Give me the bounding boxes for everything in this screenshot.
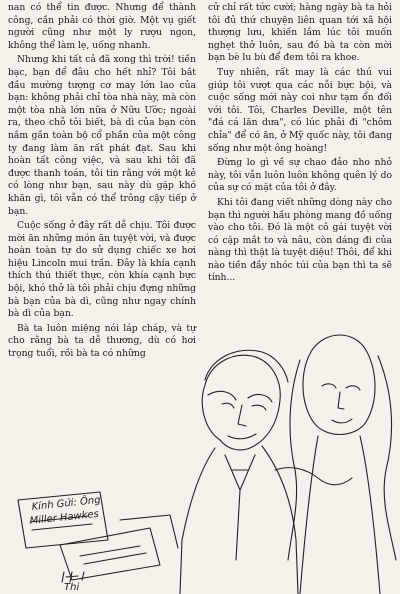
letter-lines xyxy=(30,516,92,530)
letter-paper xyxy=(18,492,108,548)
woman-head xyxy=(303,335,375,435)
letter-lines xyxy=(80,546,146,564)
woman-eyes xyxy=(322,384,360,390)
woman-body xyxy=(300,436,380,594)
man-collar xyxy=(225,455,255,490)
artist-signature: Thi xyxy=(64,582,80,593)
woman-lips xyxy=(332,419,352,423)
paragraph: Tuy nhiên, rất may là các thú vui giúp tôi vượt qua các nỗi bực bội, và cuộc sống mới này coi như tạm ổn đối với tôi. Tôi, Charles Deville, một tên "đá cá lăn dưa", có lúc phải đi "chôm chỉa" để có ăn, ở Mỹ quốc này, tôi đang sống như một ông hoàng! xyxy=(208,66,392,154)
paragraph: Bà ta luôn miệng nói láp cháp, và tự cho rằng bà ta dễ thương, dù có hơi trọng tuổi, rồi bà ta có những xyxy=(8,322,196,360)
man-body xyxy=(180,446,298,594)
man-tie xyxy=(232,470,248,560)
man-nose xyxy=(238,405,246,426)
note-line-2: Miller Hawkes xyxy=(29,508,100,527)
paragraph: Cuộc sống ở đây rất dễ chịu. Tôi được mời ăn những món ăn tuyệt vời, và được hoàn toàn tự do sử dụng chiếc xe hơi hiệu Lincoln mui trần. Đây là khía cạnh thích thú thiết thực, còn khía cạnh bực bội, khó thở là tôi phải chịu đựng những bà bạn của bà dì, cũng như ngay chính bà dì của bạn. xyxy=(8,220,196,320)
paragraph: cử chỉ rất tức cười; hàng ngày bà ta hỏi tôi đủ thứ chuyện liên quan tới xã hội thượng lưu, khiến lắm lúc tôi muốn nghẹt thở luôn, sau đó bà ta còn mời bạn bè lu bù để đem tôi ra khoe. xyxy=(208,2,392,64)
man-hair xyxy=(205,350,288,382)
paragraph: Đừng lo gì về sự chao đảo nho nhỏ này, tôi vẫn luôn luôn không quên lý do của sự có mặt của tôi ở đây. xyxy=(208,157,392,194)
paragraph: Khi tôi đang viết những dòng này cho bạn thì người hầu phòng mang đồ uống vào cho tôi. Đó là một cô gái tuyệt vời có cặp mắt to và nâu, còn dáng đi của nàng thì thật là tuyệt diệu! Thôi, để khi nào tiền đầy nhóc túi của bạn thì ta sẽ tính... xyxy=(208,196,392,284)
woman-hair xyxy=(288,356,396,560)
man-mouth xyxy=(228,434,256,439)
left-text-column xyxy=(8,2,196,363)
note-line-1: Kính Gửi: Ông xyxy=(31,494,102,513)
signature-mark xyxy=(62,572,84,582)
man-head xyxy=(202,355,280,450)
woman-arm xyxy=(275,468,352,485)
man-eyes xyxy=(222,403,266,410)
woman-nose xyxy=(338,392,344,409)
letter-paper xyxy=(60,528,160,580)
right-text-column xyxy=(208,2,392,287)
paragraph: Nhưng khi tất cả đã xong thì trời! tiền bạc, bạn để đâu cho hết nhỉ? Tôi bắt đầu mường tượng cơ may lớn lao của bạn: không phải chỉ tòa nhà này, mà còn một tòa nhà lớn nữa ở Nữu Ước; ngoài ra, theo chỗ tôi biết, bà dì của bạn còn nắm gần toàn bộ cổ phần của một công ty đang làm ăn rất phát đạt. Sau khi hoàn tất công việc, và sau khi tôi đã được thanh toán, tôi tin rằng với một kẻ có lòng như bạn, sau này dù gặp khó khăn gì, tôi vẫn có thể trông cậy tiếp ở bạn. xyxy=(8,54,196,217)
letter-paper xyxy=(120,515,178,548)
man-eyebrows xyxy=(208,391,272,402)
paragraph: nan có thể tin được. Nhưng để thành công, cần phải có thời giờ. Một vụ giết người cũng như một ly rượu ngon, không thể làm lẹ, uống nhanh. xyxy=(8,2,196,51)
